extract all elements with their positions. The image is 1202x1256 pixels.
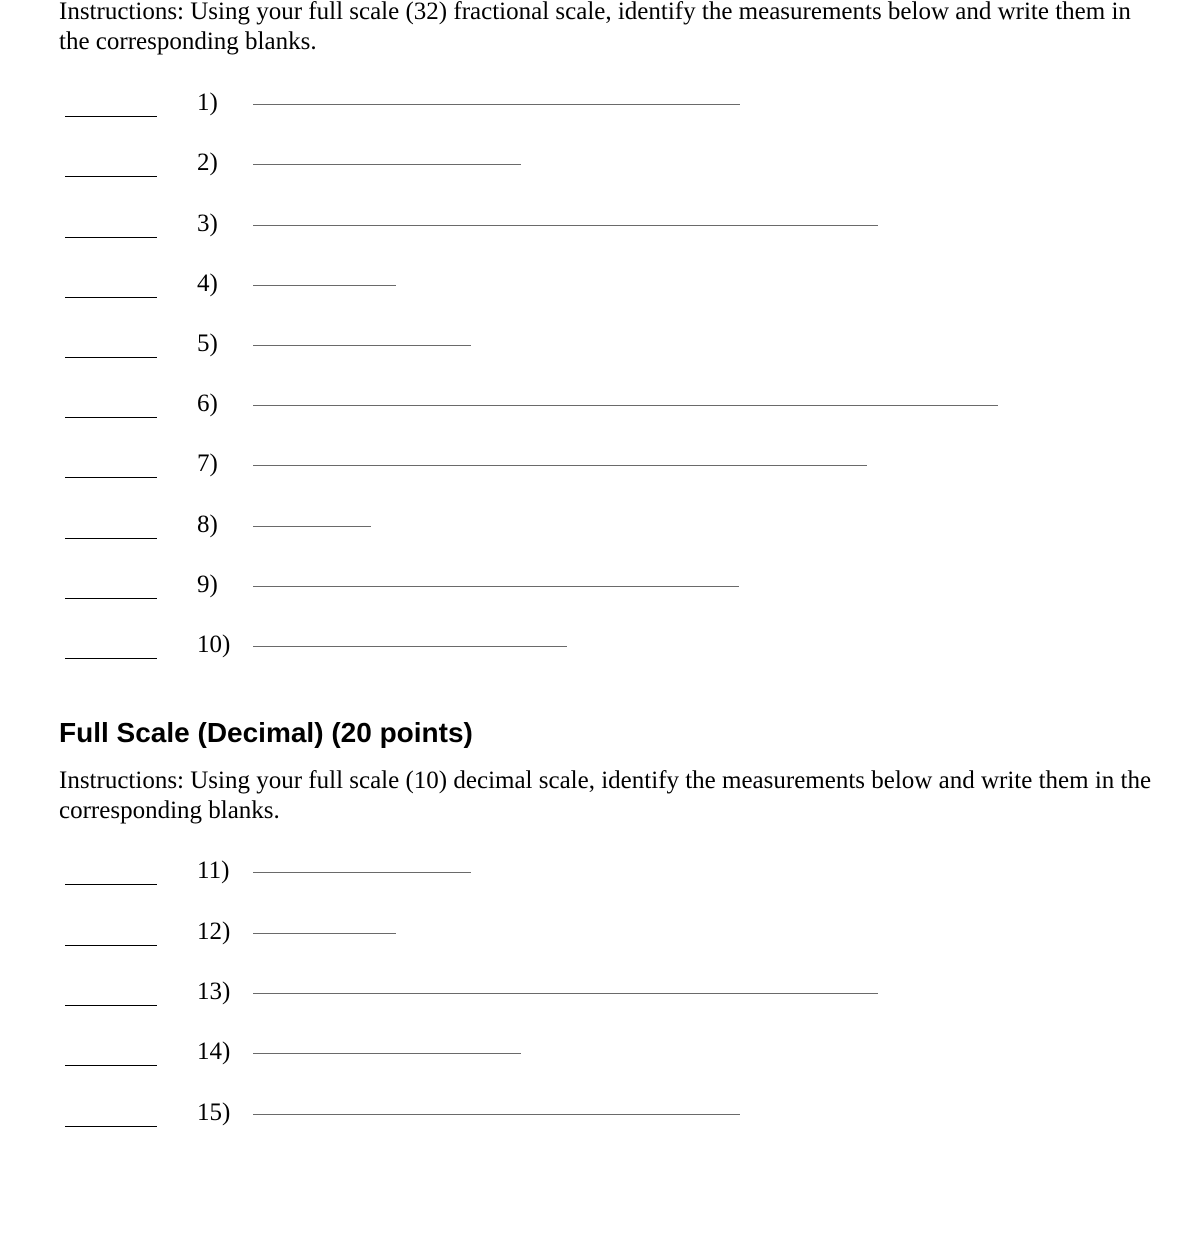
measurement-item-8 bbox=[0, 510, 1202, 550]
measurement-line bbox=[253, 933, 396, 934]
measurement-item-2 bbox=[0, 148, 1202, 188]
instructions-decimal: Instructions: Using your full scale (10) decimal scale, identify the measurements below and write them in the corresponding blanks. bbox=[59, 767, 1152, 824]
answer-blank[interactable] bbox=[65, 417, 157, 418]
measurement-line bbox=[253, 285, 396, 286]
item-number: 8) bbox=[197, 511, 218, 538]
measurement-item-14 bbox=[0, 1037, 1202, 1077]
item-number: 3) bbox=[197, 210, 218, 237]
item-number: 15) bbox=[197, 1099, 231, 1126]
item-number: 9) bbox=[197, 571, 218, 598]
item-number: 13) bbox=[197, 978, 231, 1005]
item-number: 14) bbox=[197, 1038, 231, 1065]
measurement-item-9 bbox=[0, 570, 1202, 610]
answer-blank[interactable] bbox=[65, 237, 157, 238]
item-number: 5) bbox=[197, 330, 218, 357]
measurement-item-5 bbox=[0, 329, 1202, 369]
measurement-line bbox=[253, 872, 471, 873]
measurement-item-4 bbox=[0, 269, 1202, 309]
measurement-line bbox=[253, 586, 739, 587]
measurement-line bbox=[253, 465, 867, 466]
item-number: 6) bbox=[197, 390, 218, 417]
measurement-line bbox=[253, 1053, 521, 1054]
answer-blank[interactable] bbox=[65, 598, 157, 599]
measurement-line bbox=[253, 526, 371, 527]
item-number: 4) bbox=[197, 270, 218, 297]
answer-blank[interactable] bbox=[65, 884, 157, 885]
item-number: 1) bbox=[197, 89, 218, 116]
answer-blank[interactable] bbox=[65, 1065, 157, 1066]
answer-blank[interactable] bbox=[65, 538, 157, 539]
answer-blank[interactable] bbox=[65, 945, 157, 946]
item-number: 7) bbox=[197, 450, 218, 477]
item-number: 10) bbox=[197, 631, 231, 658]
section-heading-decimal: Full Scale (Decimal) (20 points) bbox=[59, 717, 473, 748]
measurement-line bbox=[253, 646, 567, 647]
answer-blank[interactable] bbox=[65, 176, 157, 177]
measurement-item-3 bbox=[0, 209, 1202, 249]
measurement-item-11 bbox=[0, 856, 1202, 896]
answer-blank[interactable] bbox=[65, 1005, 157, 1006]
item-number: 12) bbox=[197, 918, 231, 945]
measurement-line bbox=[253, 164, 521, 165]
answer-blank[interactable] bbox=[65, 297, 157, 298]
measurement-line bbox=[253, 225, 878, 226]
measurement-line bbox=[253, 104, 740, 105]
answer-blank[interactable] bbox=[65, 1126, 157, 1127]
answer-blank[interactable] bbox=[65, 658, 157, 659]
measurement-line bbox=[253, 405, 998, 406]
answer-blank[interactable] bbox=[65, 357, 157, 358]
answer-blank[interactable] bbox=[65, 116, 157, 117]
measurement-item-1 bbox=[0, 88, 1202, 128]
measurement-item-10 bbox=[0, 630, 1202, 670]
item-number: 2) bbox=[197, 149, 218, 176]
answer-blank[interactable] bbox=[65, 477, 157, 478]
measurement-item-12 bbox=[0, 917, 1202, 957]
measurement-item-13 bbox=[0, 977, 1202, 1017]
instructions-fractional: Instructions: Using your full scale (32) fractional scale, identify the measurements below and write them in the corresponding blanks. bbox=[59, 0, 1131, 55]
item-number: 11) bbox=[197, 857, 230, 884]
measurement-line bbox=[253, 345, 471, 346]
measurement-item-6 bbox=[0, 389, 1202, 429]
measurement-item-7 bbox=[0, 449, 1202, 489]
measurement-item-15 bbox=[0, 1098, 1202, 1138]
measurement-line bbox=[253, 1114, 740, 1115]
measurement-line bbox=[253, 993, 878, 994]
